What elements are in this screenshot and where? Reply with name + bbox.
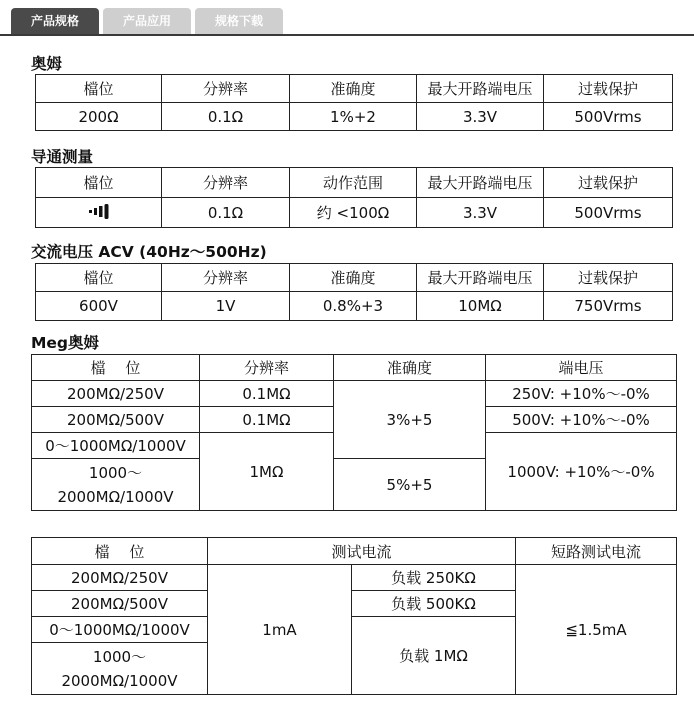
acv-title: 交流电压 ACV (40Hz～500Hz): [31, 243, 267, 261]
header-cell: 准确度: [334, 355, 486, 381]
ohm-title: 奥姆: [31, 55, 63, 73]
tab-product-applications[interactable]: 产品应用: [103, 8, 191, 35]
protection-cell: 500Vrms: [544, 198, 673, 228]
tab-product-specs[interactable]: 产品规格: [11, 8, 99, 35]
resolution-cell: 0.1Ω: [162, 103, 290, 131]
resolution-cell: 0.1Ω: [162, 198, 290, 228]
tab-spec-download[interactable]: 规格下载: [195, 8, 283, 35]
range-cell: 200Ω: [36, 103, 162, 131]
acv-table: [35, 263, 673, 321]
tab-underline: [0, 34, 694, 36]
header-cell: 檔位: [36, 264, 162, 292]
ohm-table: [35, 74, 673, 131]
accuracy-cell: 0.8%+3: [290, 292, 417, 321]
header-cell: 准确度: [290, 75, 417, 103]
header-cell: 最大开路端电压: [417, 168, 544, 198]
test-current-table: [31, 537, 677, 695]
test-current-cell: 1mA: [208, 565, 352, 695]
header-cell: 动作范围: [290, 168, 417, 198]
load-cell: 负载 500KΩ: [352, 591, 516, 617]
header-cell: 檔位: [36, 75, 162, 103]
short-current-cell: ≦1.5mA: [516, 565, 677, 695]
voltage-cell: 1000V: +10%～-0%: [486, 433, 677, 511]
accuracy-cell: 5%+5: [334, 459, 486, 511]
protection-cell: 750Vrms: [544, 292, 673, 321]
header-cell: 过载保护: [544, 75, 673, 103]
resolution-cell: 1MΩ: [200, 433, 334, 511]
range-cell: 200MΩ/500V: [32, 591, 208, 617]
beeper-icon: [87, 203, 111, 219]
header-cell: 端电压: [486, 355, 677, 381]
range-cell: 0～1000MΩ/1000V: [32, 433, 200, 459]
continuity-title: 导通测量: [31, 148, 94, 166]
impedance-cell: 10MΩ: [417, 292, 544, 321]
header-cell: 檔 位: [32, 355, 200, 381]
header-cell: 檔位: [36, 168, 162, 198]
header-cell: 檔 位: [32, 538, 208, 565]
continuity-table: [35, 167, 673, 228]
header-cell: 分辨率: [162, 75, 290, 103]
header-cell: 准确度: [290, 264, 417, 292]
header-cell: 分辨率: [162, 264, 290, 292]
resolution-cell: 0.1MΩ: [200, 407, 334, 433]
header-cell: 测试电流: [208, 538, 516, 565]
load-cell: 负载 1MΩ: [352, 617, 516, 695]
tab-bar: [0, 0, 694, 36]
voltage-cell: 250V: +10%～-0%: [486, 381, 677, 407]
resolution-cell: 0.1MΩ: [200, 381, 334, 407]
range-cell: [32, 459, 200, 511]
range-action-cell: 约 <100Ω: [290, 198, 417, 228]
range-cell: 200MΩ/500V: [32, 407, 200, 433]
range-line: 1000～: [88, 463, 143, 482]
range-line: 1000～: [92, 647, 147, 666]
meg-title: Meg奥姆: [31, 334, 100, 352]
meg-table: [31, 354, 677, 511]
load-cell: 负载 250KΩ: [352, 565, 516, 591]
header-cell: 过载保护: [544, 264, 673, 292]
header-cell: 最大开路端电压: [417, 75, 544, 103]
resolution-cell: 1V: [162, 292, 290, 321]
range-cell: 200MΩ/250V: [32, 565, 208, 591]
header-cell: 短路测试电流: [516, 538, 677, 565]
header-cell: 分辨率: [200, 355, 334, 381]
range-cell: [32, 643, 208, 695]
range-cell: 200MΩ/250V: [32, 381, 200, 407]
header-cell: 过载保护: [544, 168, 673, 198]
header-cell: 最大开路端电压: [417, 264, 544, 292]
voltage-cell: 3.3V: [417, 198, 544, 228]
voltage-cell: 3.3V: [417, 103, 544, 131]
accuracy-cell: 1%+2: [290, 103, 417, 131]
range-cell: [36, 198, 162, 228]
range-line: 2000MΩ/1000V: [61, 671, 178, 690]
voltage-cell: 500V: +10%～-0%: [486, 407, 677, 433]
header-cell: 分辨率: [162, 168, 290, 198]
accuracy-cell: 3%+5: [334, 381, 486, 459]
protection-cell: 500Vrms: [544, 103, 673, 131]
range-line: 2000MΩ/1000V: [57, 487, 174, 506]
range-cell: 0～1000MΩ/1000V: [32, 617, 208, 643]
range-cell: 600V: [36, 292, 162, 321]
